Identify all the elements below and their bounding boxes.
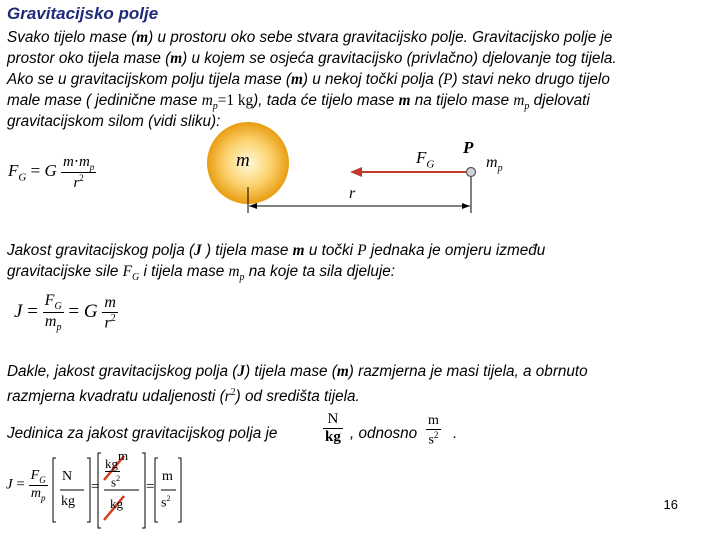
bracket2-num: kgm $s^2$ (105, 448, 129, 490)
unit-m-per-s2: $\frac{m}{s^2}$ (428, 413, 439, 448)
distance-label: r (349, 185, 356, 202)
paragraph-1-line-4: male mase ( jedinične mase $m_p=1$ kg), tada će tijelo mase m na tijelo mase $m_p$ djelovati (7, 92, 590, 113)
eq-sign-2: = (91, 479, 100, 495)
paragraph-1-line-5: gravitacijskom silom (vidi sliku): (7, 113, 221, 130)
paragraph-4-period: . (453, 425, 458, 442)
paragraph-3-line-1: Dakle, jakost gravitacijskog polja (J) tijela mase (m) razmjerna je masi tijela, a obrnuto (7, 363, 588, 380)
bracket1-den: kg (61, 494, 75, 509)
eq-sign-3: = (146, 479, 155, 495)
bracket2-den: kg (110, 496, 123, 511)
unit-derivation-lhs: J = $\frac{F_G}{m_p}$ (6, 468, 46, 503)
page-number: 16 (663, 497, 678, 512)
force-label: $F_G$ (416, 148, 435, 171)
paragraph-1-line-2: prostor oko tijela mase (m) u kojem se osjeća gravitacijsko (privlačno) djelovanje tog tijela. (7, 50, 617, 67)
bracket3-den: $s^2$ (161, 494, 171, 511)
paragraph-1-line-1: Svako tijelo mase (m) u prostoru oko sebe stvara gravitacijsko polje. Gravitacijsko polje je (7, 29, 613, 46)
paragraph-4-odnosno: , odnosno (350, 425, 418, 442)
paragraph-1-line-3: Ako se u gravitacijskom polju tijela mase (m) u nekoj točki polja (P) stavi neko drugo tijelo (7, 71, 610, 88)
probe-mass-label: $m_p$ (486, 154, 503, 175)
paragraph-2-line-1: Jakost gravitacijskog polja (J ) tijela mase m u točki P jednaka je omjeru između (7, 242, 546, 259)
page-title: Gravitacijsko polje (7, 4, 159, 23)
bracket1-num: N (62, 469, 73, 484)
point-label: P (463, 138, 474, 157)
unit-n-per-kg: $\frac{N}{kg}$ (325, 411, 341, 445)
gravity-force-formula: $F_G = G$ $\frac{m\cdot m_p}{r^2}$ (8, 154, 95, 191)
paragraph-4: Jedinica za jakost gravitacijskog polja je (7, 425, 278, 442)
field-strength-formula: J = $\frac{F_G}{m_p}$ = G $\frac{m}{r^2}$ (14, 292, 116, 334)
paragraph-2-line-2: gravitacijske sile $F_G$ i tijela mase $m_p$ na koje ta sila djeluje: (7, 263, 396, 284)
paragraph-3-line-2: razmjerna kvadratu udaljenosti $(r^2)$ od središta tijela. (7, 387, 360, 406)
mass-label: m (236, 150, 250, 171)
bracket3-num: m (162, 469, 173, 484)
